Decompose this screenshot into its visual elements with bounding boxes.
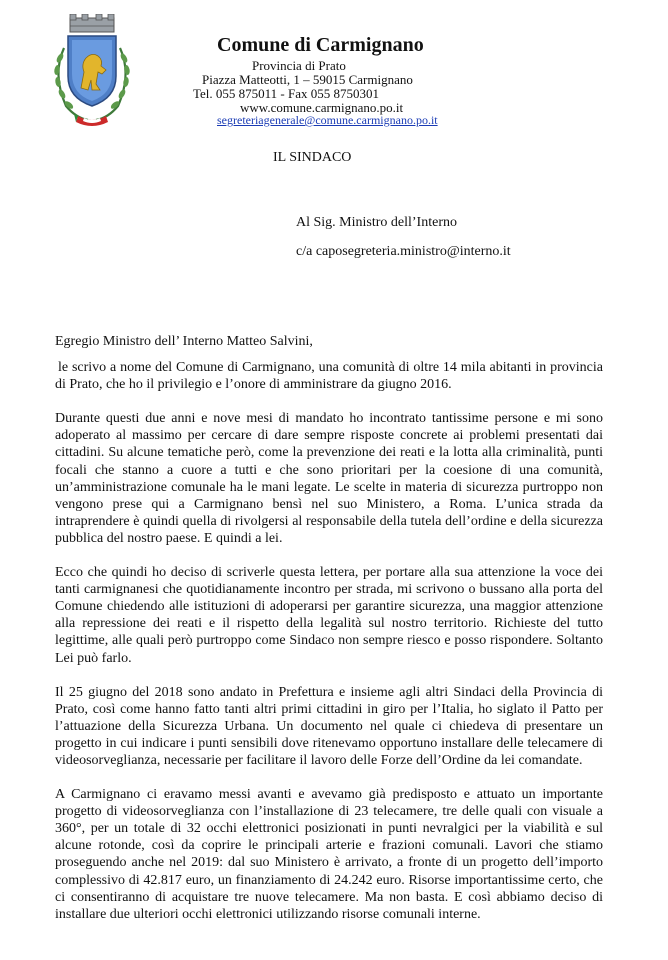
paragraph-intro: le scrivo a nome del Comune di Carmignano, una comunità di oltre 14 mila abitanti in provincia di Prato, che ho il privilegio e l’onore di amministrare da giugno 2016. xyxy=(55,360,603,393)
municipal-crest-icon xyxy=(48,14,136,128)
email-link[interactable]: segreteriagenerale@comune.carmignano.po.it xyxy=(217,113,438,127)
province-line: Provincia di Prato xyxy=(252,58,346,73)
phone-fax-line: Tel. 055 875011 - Fax 055 8750301 xyxy=(193,86,380,101)
recipient-line: Al Sig. Ministro dell’Interno xyxy=(296,215,457,230)
address-line: Piazza Matteotti, 1 – 59015 Carmignano xyxy=(202,72,413,87)
website-line: www.comune.carmignano.po.it xyxy=(240,100,404,115)
sender-role: IL SINDACO xyxy=(273,150,352,165)
paragraph-security-pact: Il 25 giugno del 2018 sono andato in Prefettura e insieme agli altri Sindaci della Provincia di Prato, così come hanno fatto tanti altri primi cittadini in giro per l’Italia, ho siglato il Patto per l’attuazione della Sicurezza Urbana. Un documento nel quale ci chiedeva di presentare un progetto in cui indicare i punti sensibili dove ritenevamo opportuno installare delle telecamere di videosorveglianza, necessarie per facilitare il lavoro delle Forze dell’Ordine da lei comandate. xyxy=(55,684,603,768)
paragraph-mandate: Durante questi due anni e nove mesi di mandato ho incontrato tantissime persone e mi sono adoperato al massimo per cercare di dare sempre risposte concrete ai problemi presentati dai cittadini. Su alcune tematiche però, come la prevenzione dei reati e la lotta alla criminalità, punti focali che stanno a cuore a tutti e che sono prioritari per la coesione di una comunità, un’amministrazione comunale ha le mani legate. Le scelte in materia di sicurezza purtroppo non vengono prese qui a Carmignano bensì nel suo Ministero, a Roma. L’unica strada da intraprendere è quindi quella di rivolgersi al responsabile della tutela dell’ordine e della sicurezza pubblica del nostro paese. E quindi a lei. xyxy=(55,411,603,546)
recipient-email-line: c/a caposegreteria.ministro@interno.it xyxy=(296,244,511,259)
letter-body xyxy=(55,333,603,940)
paragraph-video-surveillance: A Carmignano ci eravamo messi avanti e avevamo già predisposto e attuato un importante progetto di videosorveglianza con l’installazione di 23 telecamere, tre delle quali con visuale a 360°, per un totale di 32 occhi elettronici posizionati in punti nevralgici per la viabilità e sul alcune rotonde, così da coprire le principali arterie e frazioni comunali. Lavori che stiamo proseguendo anche nel 2019: dal suo Ministero è arrivato, a fronte di un progetto dell’importo complessivo di 42.817 euro, un finanziamento di 24.242 euro. Risorse importantissime certo, che ci consentiranno di acquistare tre nuove telecamere. Ma non basta. E così abbiamo deciso di installare due ulteriori occhi elettronici utilizzando risorse comunali interne. xyxy=(55,787,603,922)
municipality-title: Comune di Carmignano xyxy=(217,34,424,56)
salutation: Egregio Ministro dell’ Interno Matteo Salvini, xyxy=(55,334,313,349)
paragraph-requests: Ecco che quindi ho deciso di scriverle questa lettera, per portare alla sua attenzione la voce dei tanti carmignanesi che quotidianamente incontro per strada, mi scrivono o bussano alla porta del Comune chiedendo alle istituzioni di adoperarsi per garantire sicurezza, una maggior attenzione alla repressione dei reati e il rispetto della legalità sul nostro territorio. Richieste del tutto legittime, alle quali però purtroppo come Sindaco non sempre riesco e posso rispondere. Soltanto Lei può farlo. xyxy=(55,565,603,666)
letterhead xyxy=(0,0,668,135)
